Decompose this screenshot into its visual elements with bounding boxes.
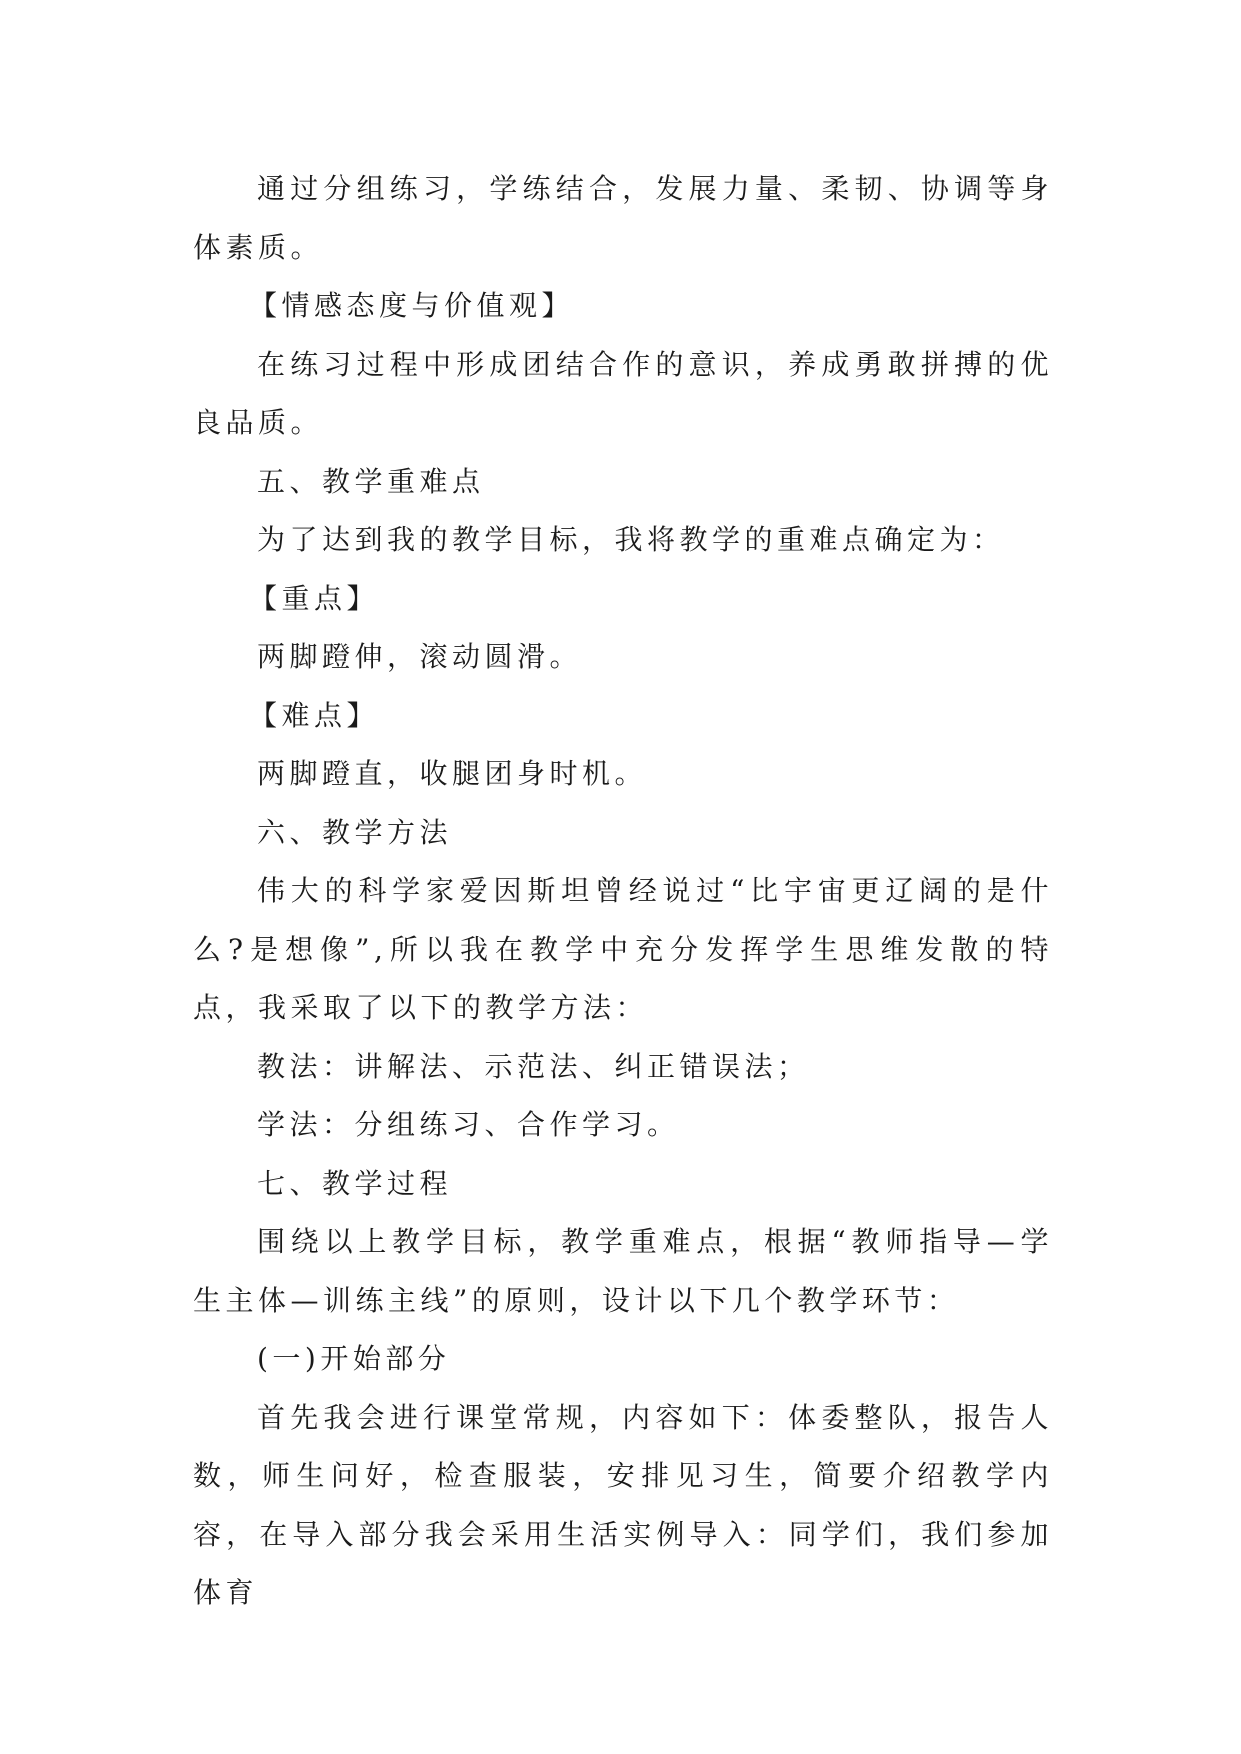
paragraph-learning-method: 学法：分组练习、合作学习。	[257, 1108, 680, 1141]
paragraph-physical-quality: 通过分组练习，学练结合，发展力量、柔韧、协调等身体素质。	[193, 172, 1053, 264]
heading-key-point: 【重点】	[249, 581, 380, 615]
section-heading-teaching-process: 七、教学过程	[257, 1166, 453, 1200]
document-body	[193, 160, 1053, 1623]
section-heading-key-difficult-points: 五、教学重难点	[257, 464, 485, 498]
paragraph-difficult-point-content: 两脚蹬直，收腿团身时机。	[257, 757, 648, 790]
paragraph-key-points-intro: 为了达到我的教学目标，我将教学的重难点确定为：	[257, 523, 1005, 556]
section-heading-teaching-methods: 六、教学方法	[257, 815, 453, 849]
paragraph-key-point-content: 两脚蹬伸，滚动圆滑。	[257, 640, 583, 673]
paragraph-teaching-method: 教法：讲解法、示范法、纠正错误法；	[257, 1049, 810, 1083]
paragraph-class-routine: 首先我会进行课堂常规，内容如下：体委整队，报告人数，师生问好，检查服装，安排见习生，简要介绍教学内容，在导入部分我会采用生活实例导入：同学们，我们参加体育	[193, 1400, 1053, 1609]
paragraph-teamwork: 在练习过程中形成团结合作的意识，养成勇敢拼搏的优良品质。	[193, 347, 1053, 439]
heading-emotion-attitude-values: 【情感态度与价值观】	[249, 289, 575, 322]
heading-difficult-point: 【难点】	[249, 698, 380, 732]
paragraph-einstein-quote: 伟大的科学家爱因斯坦曾经说过“比宇宙更辽阔的是什么?是想像”,所以我在教学中充分发挥学生思维发散的特点，我采取了以下的教学方法：	[193, 874, 1053, 1024]
paragraph-process-intro: 围绕以上教学目标，教学重难点，根据“教师指导—学生主体—训练主线”的原则，设计以下几个教学环节：	[193, 1225, 1053, 1317]
subsection-heading-opening: (一)开始部分	[257, 1342, 451, 1375]
